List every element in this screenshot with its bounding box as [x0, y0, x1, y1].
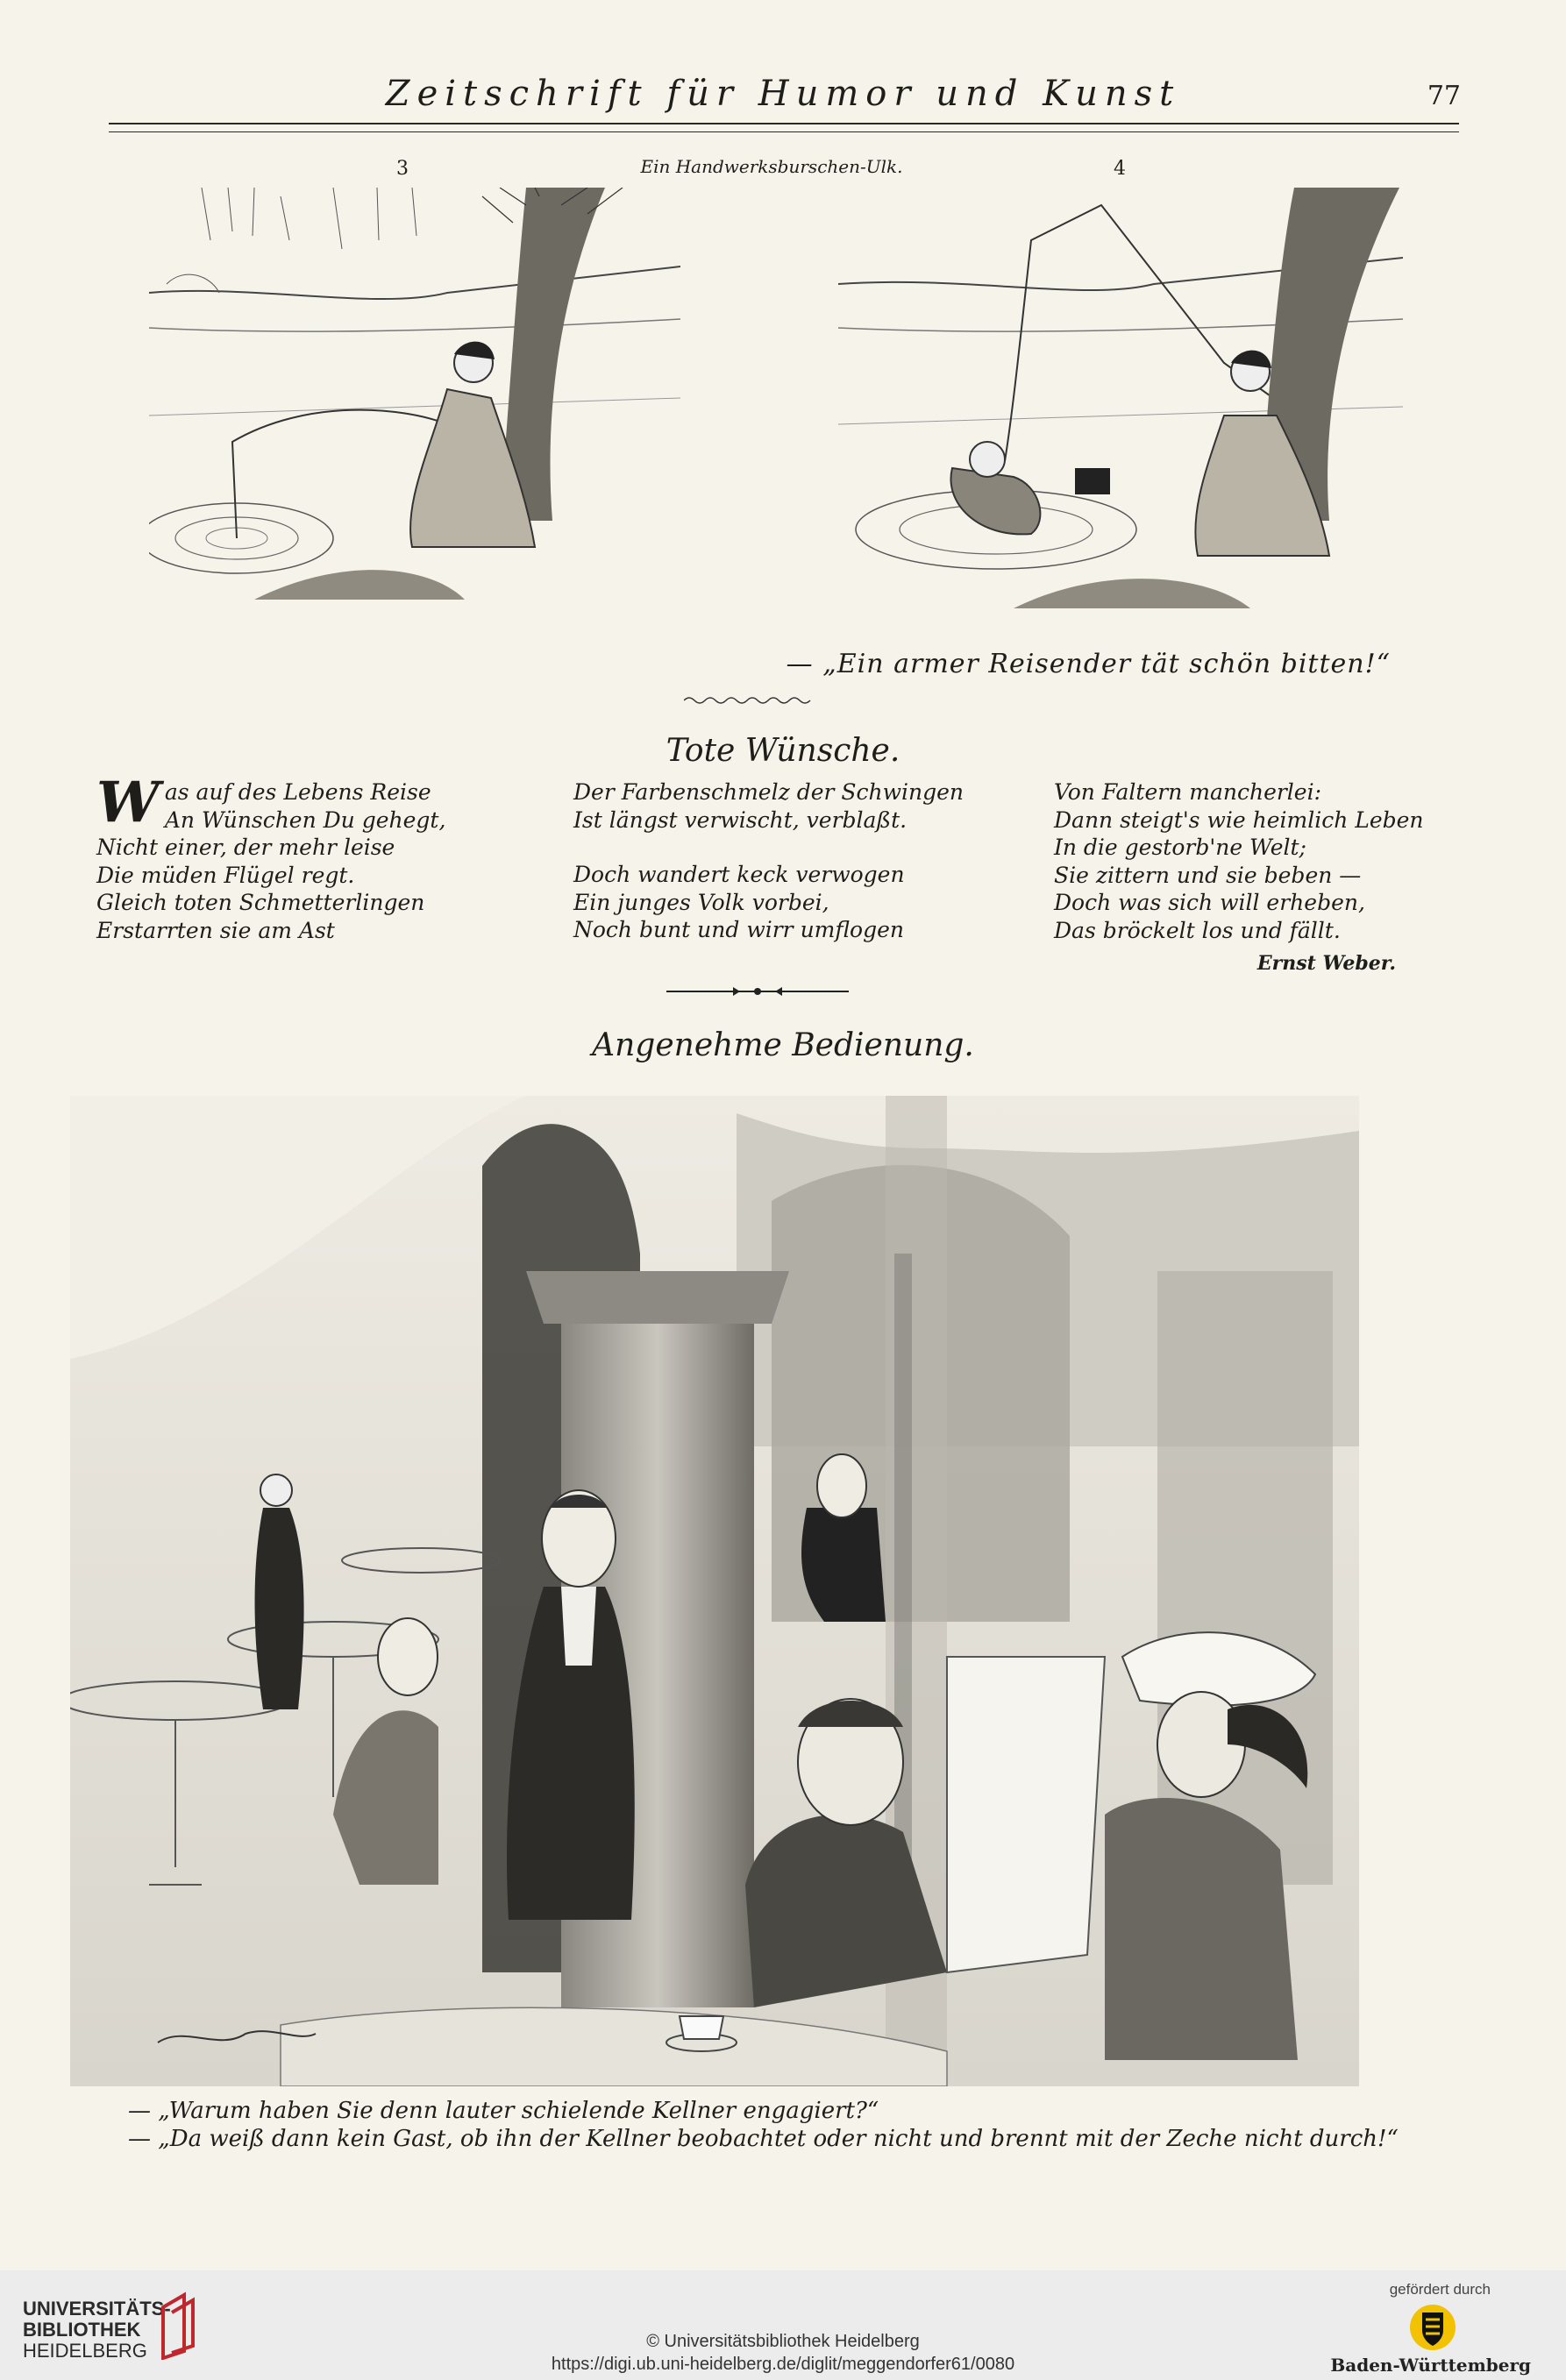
strip-panel-4-illustration [838, 188, 1403, 635]
wave-divider [684, 694, 815, 707]
poem-line: Der Farbenschmelz der Schwingen [573, 779, 965, 805]
running-header-title: Zeitschrift für Humor und Kunst [385, 74, 1181, 114]
poem-line: Sie zittern und sie beben — [1054, 862, 1362, 888]
poem-author: Ernst Weber. [1256, 952, 1396, 975]
copyright-notice: © Universitätsbibliothek Heidelberg [646, 2332, 920, 2351]
poem-line: Das bröckelt los und fällt. [1054, 917, 1341, 943]
poem-title: Tote Wünsche. [666, 733, 900, 769]
poem-dropcap: W [96, 770, 160, 835]
library-name-line1: UNIVERSITÄTS- [23, 2298, 171, 2320]
library-name-line3: HEIDELBERG [23, 2340, 147, 2362]
poem-line: Gleich toten Schmetterlingen [96, 890, 425, 915]
cartoon-title: Angenehme Bedienung. [592, 1027, 974, 1063]
poem-line: Die müden Flügel regt. [96, 862, 355, 888]
library-logo-text[interactable] [23, 2298, 171, 2362]
caption-line: — „Da weiß dann kein Gast, ob ihn der Kellner beobachtet oder nicht und brennt mit der Zeche nicht durch!“ [128, 2126, 1399, 2152]
strip-caption: — „Ein armer Reisender tät schön bitten!“ [786, 649, 1391, 679]
footer-bar [0, 2270, 1566, 2380]
funder-name: Baden-Württemberg [1330, 2355, 1531, 2376]
poem-line: In die gestorb'ne Welt; [1054, 835, 1306, 860]
poem-column-1 [96, 770, 446, 944]
strip-title: Ein Handwerksburschen-Ulk. [640, 156, 903, 177]
page-number: 77 [1427, 81, 1461, 111]
poem-line: Dann steigt's wie heimlich Leben [1054, 806, 1424, 833]
header-rule-thin [109, 131, 1459, 132]
caption-line: — „Warum haben Sie denn lauter schielende Kellner engagiert?“ [128, 2098, 879, 2124]
poem-line: as auf des Lebens Reise [164, 779, 431, 805]
poem-line: Erstarrten sie am Ast [96, 917, 335, 943]
stanza-gap [573, 834, 964, 861]
coat-of-arms-icon [1408, 2304, 1457, 2351]
cartoon-caption [128, 2097, 1399, 2153]
poem-line: Noch bunt und wirr umflogen [573, 917, 905, 942]
cafe-cartoon-illustration [70, 1096, 1359, 2086]
panel-number-4: 4 [1114, 158, 1126, 180]
panel-number-3: 3 [396, 158, 409, 180]
poem-column-2 [573, 778, 964, 944]
poem-line: Von Faltern mancherlei: [1054, 779, 1322, 805]
poem-line: Ist längst verwischt, verblaßt. [573, 806, 908, 833]
ornament-divider [666, 985, 849, 998]
permalink-url[interactable]: https://digi.ub.uni-heidelberg.de/diglit/meggendorfer61/0080 [551, 2355, 1015, 2374]
header-rule [109, 123, 1459, 124]
poem-line: Ein junges Volk vorbei, [573, 889, 829, 915]
funded-by-label: gefördert durch [1389, 2281, 1491, 2298]
poem-line: An Wünschen Du gehegt, [164, 806, 446, 833]
library-name-line2: BIBLIOTHEK [23, 2319, 141, 2341]
poem-line: Doch was sich will erheben, [1054, 890, 1365, 915]
poem-column-3 [1054, 778, 1424, 944]
strip-panel-3-illustration [149, 188, 680, 631]
poem-line: Nicht einer, der mehr leise [96, 835, 395, 860]
poem-line: Doch wandert keck verwogen [573, 862, 905, 887]
